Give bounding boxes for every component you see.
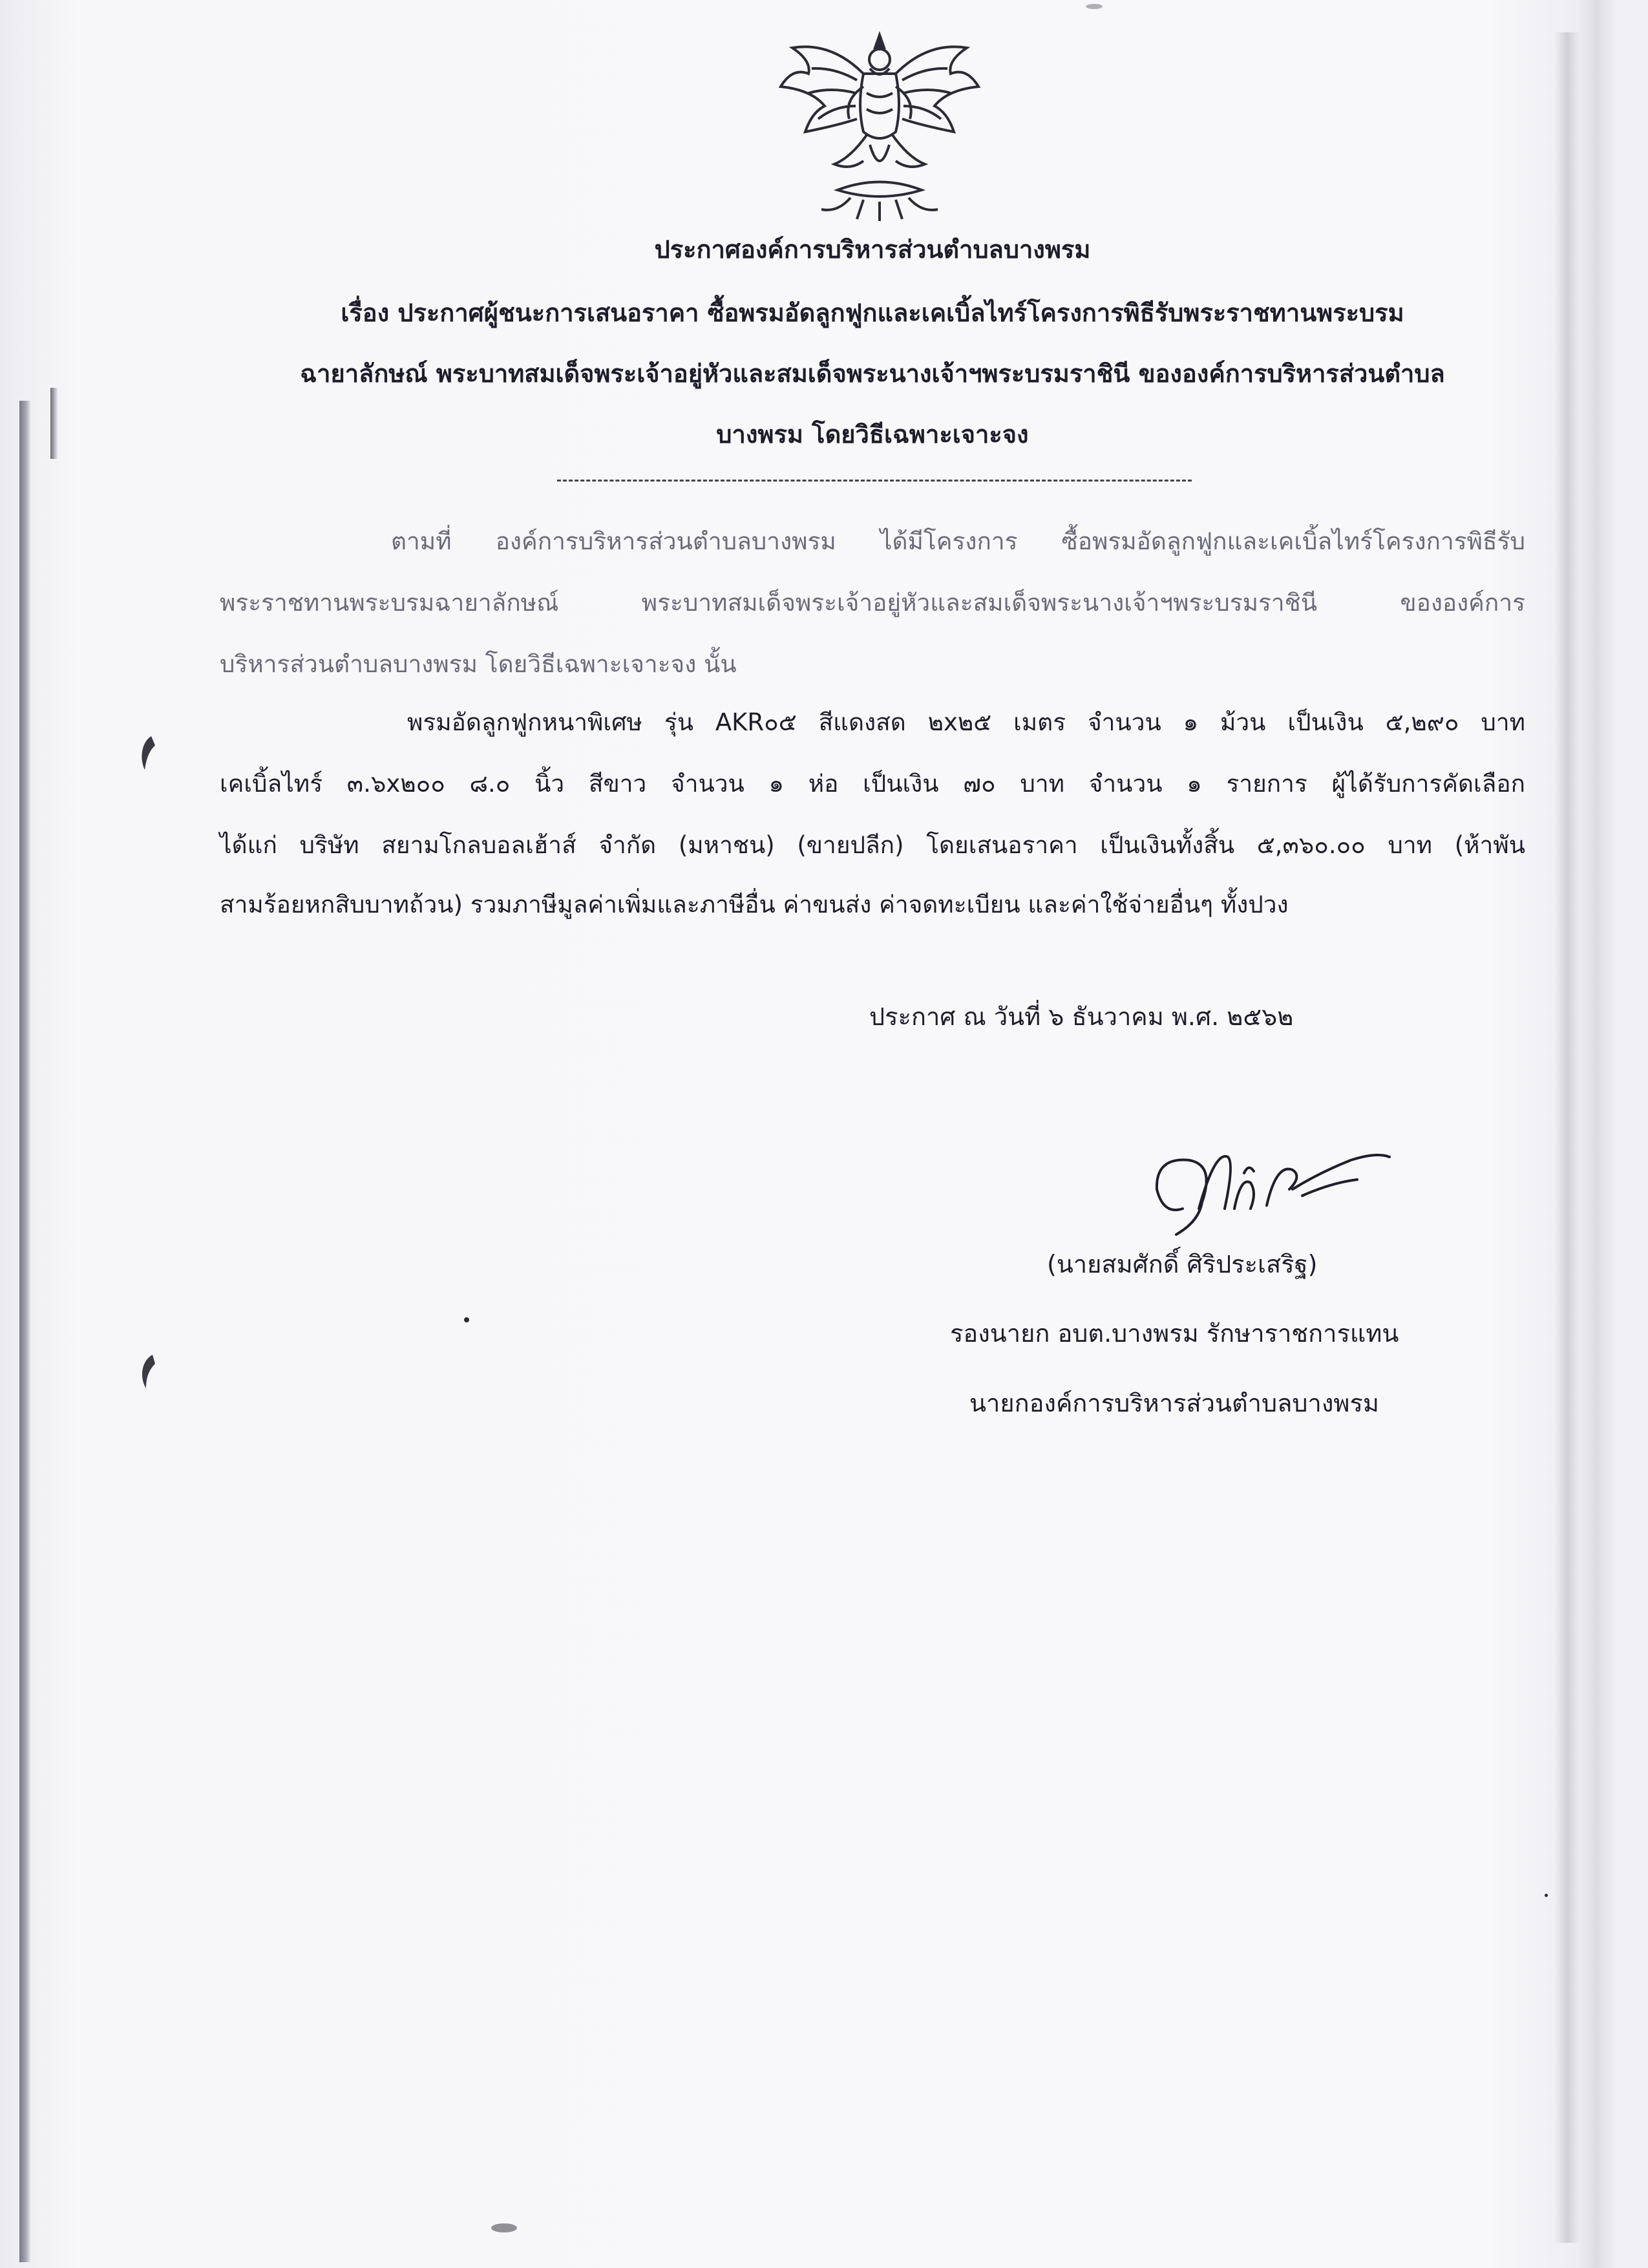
scan-left-edge-mark <box>50 388 58 459</box>
paragraph-1-line-1: ตามที่ องค์การบริหารส่วนตำบลบางพรม ได้มีโครงการ ซื้อพรมอัดลูกฟูกและเคเบิ้ลไทร์โครงการพิธีรับ <box>391 527 1525 555</box>
signatory-position-1: รองนายก อบต.บางพรม รักษาราชการแทน <box>950 1319 1399 1348</box>
garuda-emblem-icon <box>773 28 986 222</box>
scan-left-edge-shadow <box>19 401 31 2262</box>
paragraph-2-line-1: พรมอัดลูกฟูกหนาพิเศษ รุ่น AKR๐๕ สีแดงสด ๒x๒๕ เมตร จำนวน ๑ ม้วน เป็นเงิน ๕,๒๙๐ บาท <box>407 708 1525 736</box>
title-divider <box>557 480 1192 482</box>
punch-hole-mark-top <box>137 734 158 772</box>
scan-speck <box>1545 1894 1548 1897</box>
paragraph-2-line-2: เคเบิ้ลไทร์ ๓.๖x๒๐๐ ๘.๐ นิ้ว สีขาว จำนวน ๑ ห่อ เป็นเงิน ๗๐ บาท จำนวน ๑ รายการ ผู้ได้รับการคัดเลือก <box>220 770 1525 798</box>
announcement-date: ประกาศ ณ วันที่ ๖ ธันวาคม พ.ศ. ๒๕๖๒ <box>869 1002 1294 1031</box>
signature-icon <box>1137 1112 1409 1260</box>
paragraph-2-line-4: สามร้อยหกสิบบาทถ้วน) รวมภาษีมูลค่าเพิ่มและภาษีอื่น ค่าขนส่ง ค่าจดทะเบียน และค่าใช้จ่ายอื่นๆ ทั้งปวง <box>220 891 1289 918</box>
signatory-name: (นายสมศักดิ์ ศิริประเสริฐ) <box>1047 1250 1318 1278</box>
paragraph-1-line-3: บริหารส่วนตำบลบางพรม โดยวิธีเฉพาะเจาะจง นั้น <box>220 650 737 678</box>
paragraph-1-line-2: พระราชทานพระบรมฉายาลักษณ์ พระบาทสมเด็จพระเจ้าอยู่หัวและสมเด็จพระนางเจ้าฯพระบรมราชินี ขององค์การ <box>220 589 1525 617</box>
scan-speck <box>464 1317 469 1322</box>
paragraph-2-line-3: ได้แก่ บริษัท สยามโกลบอลเฮ้าส์ จำกัด (มหาชน) (ขายปลีก) โดยเสนอราคา เป็นเงินทั้งสิ้น ๕,๓๖๐.๐๐ บาท (ห้าพัน <box>220 831 1525 859</box>
scan-smudge <box>491 2223 517 2232</box>
org-title: ประกาศองค์การบริหารส่วนตำบลบางพรม <box>654 235 1091 264</box>
punch-hole-mark-bottom <box>137 1352 158 1391</box>
subject-line-3: บางพรม โดยวิธีเฉพาะเจาะจง <box>716 420 1029 449</box>
scan-smudge <box>1086 4 1103 9</box>
signatory-position-2: นายกองค์การบริหารส่วนตำบลบางพรม <box>969 1389 1379 1417</box>
subject-line-1: เรื่อง ประกาศผู้ชนะการเสนอราคา ซื้อพรมอัดลูกฟูกและเคเบิ้ลไทร์โครงการพิธีรับพระราชทานพระบรม <box>341 299 1404 327</box>
subject-line-2: ฉายาลักษณ์ พระบาทสมเด็จพระเจ้าอยู่หัวและสมเด็จพระนางเจ้าฯพระบรมราชินี ขององค์การบริหารส่วนตำบล <box>300 359 1445 388</box>
